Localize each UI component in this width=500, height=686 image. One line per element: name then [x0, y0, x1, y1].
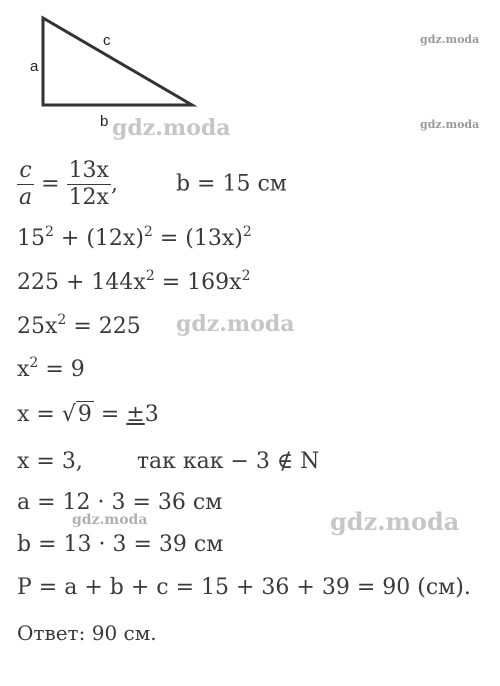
side-a-label: a [30, 58, 39, 75]
side-c-label: c [103, 32, 111, 49]
equation-line: x = 3, так как − 3 ∉ N [17, 449, 320, 474]
perimeter-line: P = a + b + c = 15 + 36 + 39 = 90 (см). [17, 575, 471, 600]
given-b: b = 15 см [175, 171, 287, 197]
square-root: 9 [77, 402, 92, 427]
ratio-line: $\frac{c}{a}$ = $\frac{13x}{12x}$ , b = 15 см [19, 158, 287, 210]
equation-line: $225 + 144x^2 = 169x^2$ [17, 268, 251, 295]
triangle-shape [43, 18, 192, 105]
equation-line: x = √9 = ±3 [17, 402, 159, 427]
equation-line: $x^2 = 9$ [17, 355, 85, 382]
watermark: gdz.moda [176, 311, 295, 337]
watermark: gdz.moda [420, 33, 480, 46]
equation-line: a = 12 · 3 = 36 см [17, 490, 223, 515]
fraction-c-over-a: $\frac{c}{a}$ [19, 158, 33, 210]
equation-line: $15^2 + (12x)^2 = (13x)^2$ [17, 224, 252, 251]
equation-line: $25x^2 = 225$ [17, 312, 141, 339]
watermark: gdz.moda [330, 507, 460, 536]
watermark: gdz.moda [72, 512, 148, 528]
answer-line: Ответ: 90 см. [17, 621, 157, 645]
fraction-13x-over-12x: $\frac{13x}{12x}$ [68, 158, 109, 210]
watermark: gdz.moda [112, 115, 231, 141]
watermark: gdz.moda [420, 118, 480, 131]
note: так как − 3 ∉ N [136, 449, 320, 474]
side-b-label: b [100, 113, 109, 130]
equation-line: b = 13 · 3 = 39 см [17, 532, 224, 557]
